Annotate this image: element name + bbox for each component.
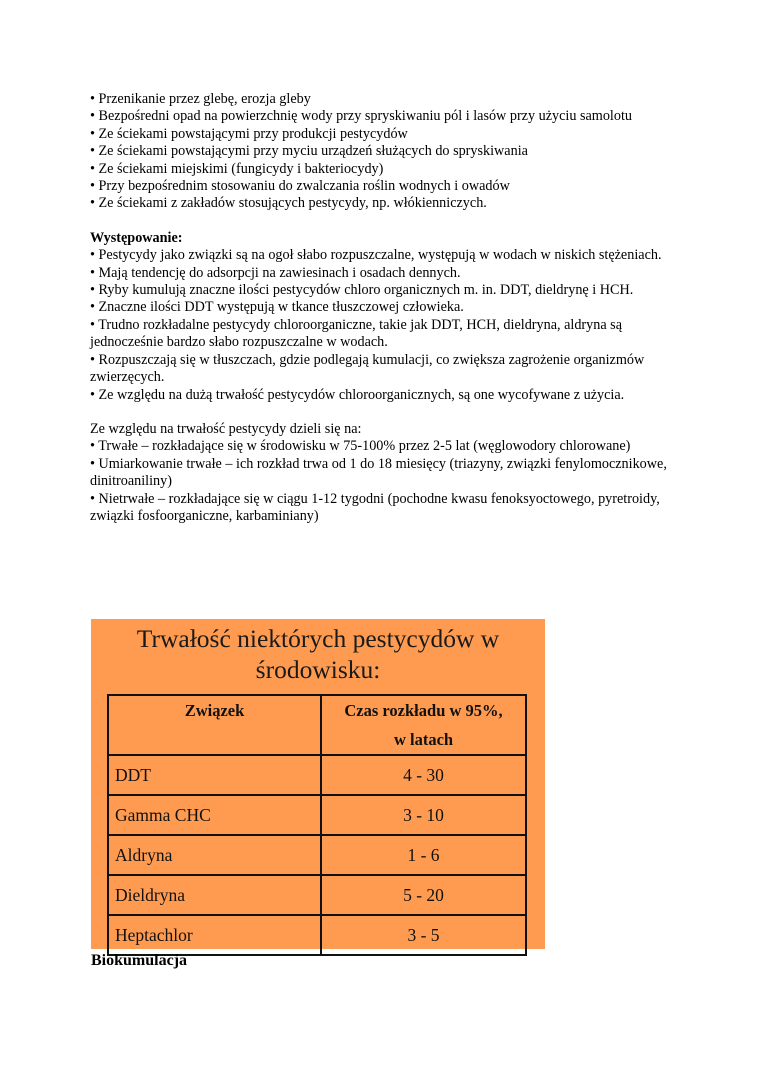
list-item: • Rozpuszczają się w tłuszczach, gdzie podlegają kumulacji, co zwiększa zagrożenie organizmów zwierzęcych. xyxy=(90,351,645,386)
list-item: • Trwałe – rozkładające się w środowisku w 75-100% przez 2-5 lat (węglowodory chlorowane) xyxy=(90,438,631,455)
decay-time: 1 - 6 xyxy=(321,835,526,875)
decay-time: 5 - 20 xyxy=(321,875,526,915)
list-item: • Ryby kumulują znaczne ilości pestycydów chloro organicznych m. in. DDT, dieldrynę i HCH. xyxy=(90,282,634,299)
sources-list xyxy=(90,91,680,213)
compound-name: DDT xyxy=(108,755,321,795)
figure-title-line-2: środowisku: xyxy=(255,655,381,684)
decay-time: 3 - 10 xyxy=(321,795,526,835)
decay-time: 4 - 30 xyxy=(321,755,526,795)
decay-time: 3 - 5 xyxy=(321,915,526,955)
body-text xyxy=(90,91,680,525)
table-row xyxy=(108,755,526,795)
section-heading-biokumulacja: Biokumulacja xyxy=(91,952,188,969)
list-item: • Ze ściekami z zakładów stosujących pestycydy, np. włókienniczych. xyxy=(90,195,487,212)
list-item: • Ze względu na dużą trwałość pestycydów chloroorganicznych, są one wycofywane z użycia. xyxy=(90,386,625,403)
list-item: • Umiarkowanie trwałe – ich rozkład trwa od 1 do 18 miesięcy (triazyny, związki fenylomocznikowe, dinitroaniliny) xyxy=(90,455,667,490)
list-item: • Nietrwałe – rozkładające się w ciągu 1-12 tygodni (pochodne kwasu fenoksyoctowego, pyretroidy, związki fosfoorganiczne, karbaminiany) xyxy=(90,490,660,524)
figure-title xyxy=(91,623,545,685)
table-row xyxy=(108,795,526,835)
table-row xyxy=(108,915,526,955)
list-item: • Przy bezpośrednim stosowaniu do zwalczania roślin wodnych i owadów xyxy=(90,178,510,195)
compound-name: Dieldryna xyxy=(108,875,321,915)
header-decay-time-line-2: w latach xyxy=(393,730,454,749)
persistence-section xyxy=(90,421,680,525)
table-row xyxy=(108,875,526,915)
occurrence-section xyxy=(90,230,680,404)
list-item: • Mają tendencję do adsorpcji na zawiesinach i osadach dennych. xyxy=(90,264,461,281)
compound-name: Heptachlor xyxy=(108,915,321,955)
compound-name: Gamma CHC xyxy=(108,795,321,835)
list-item: • Ze ściekami powstającymi przy myciu urządzeń służących do spryskiwania xyxy=(90,143,528,160)
header-decay-time-line-1: Czas rozkładu w 95%, xyxy=(344,701,503,720)
list-item: • Trudno rozkładalne pestycydy chloroorganiczne, takie jak DDT, HCH, dieldryna, aldryna są jednocześnie bardzo słabo rozpuszczalne w wodach. xyxy=(90,316,622,351)
table-header-row xyxy=(108,695,526,755)
occurrence-heading: Występowanie: xyxy=(90,229,183,246)
persistence-intro: Ze względu na trwałość pestycydy dzieli się na: xyxy=(90,420,362,437)
list-item: • Ze ściekami powstającymi przy produkcji pestycydów xyxy=(90,125,408,142)
list-item: • Pestycydy jako związki są na ogoł słabo rozpuszczalne, występują w wodach w niskich stężeniach. xyxy=(90,247,662,264)
persistence-figure xyxy=(91,619,545,949)
figure-title-line-1: Trwałość niektórych pestycydów w xyxy=(136,624,500,653)
header-decay-time xyxy=(321,695,526,755)
list-item: • Znaczne ilości DDT występują w tkance tłuszczowej człowieka. xyxy=(90,299,464,316)
list-item: • Ze ściekami miejskimi (fungicydy i bakteriocydy) xyxy=(90,160,384,177)
persistence-table xyxy=(107,694,527,956)
header-compound: Związek xyxy=(108,695,321,755)
compound-name: Aldryna xyxy=(108,835,321,875)
table-row xyxy=(108,835,526,875)
list-item: • Bezpośredni opad na powierzchnię wody przy spryskiwaniu pól i lasów przy użyciu samolotu xyxy=(90,108,632,125)
list-item: • Przenikanie przez glebę, erozja gleby xyxy=(90,91,311,107)
